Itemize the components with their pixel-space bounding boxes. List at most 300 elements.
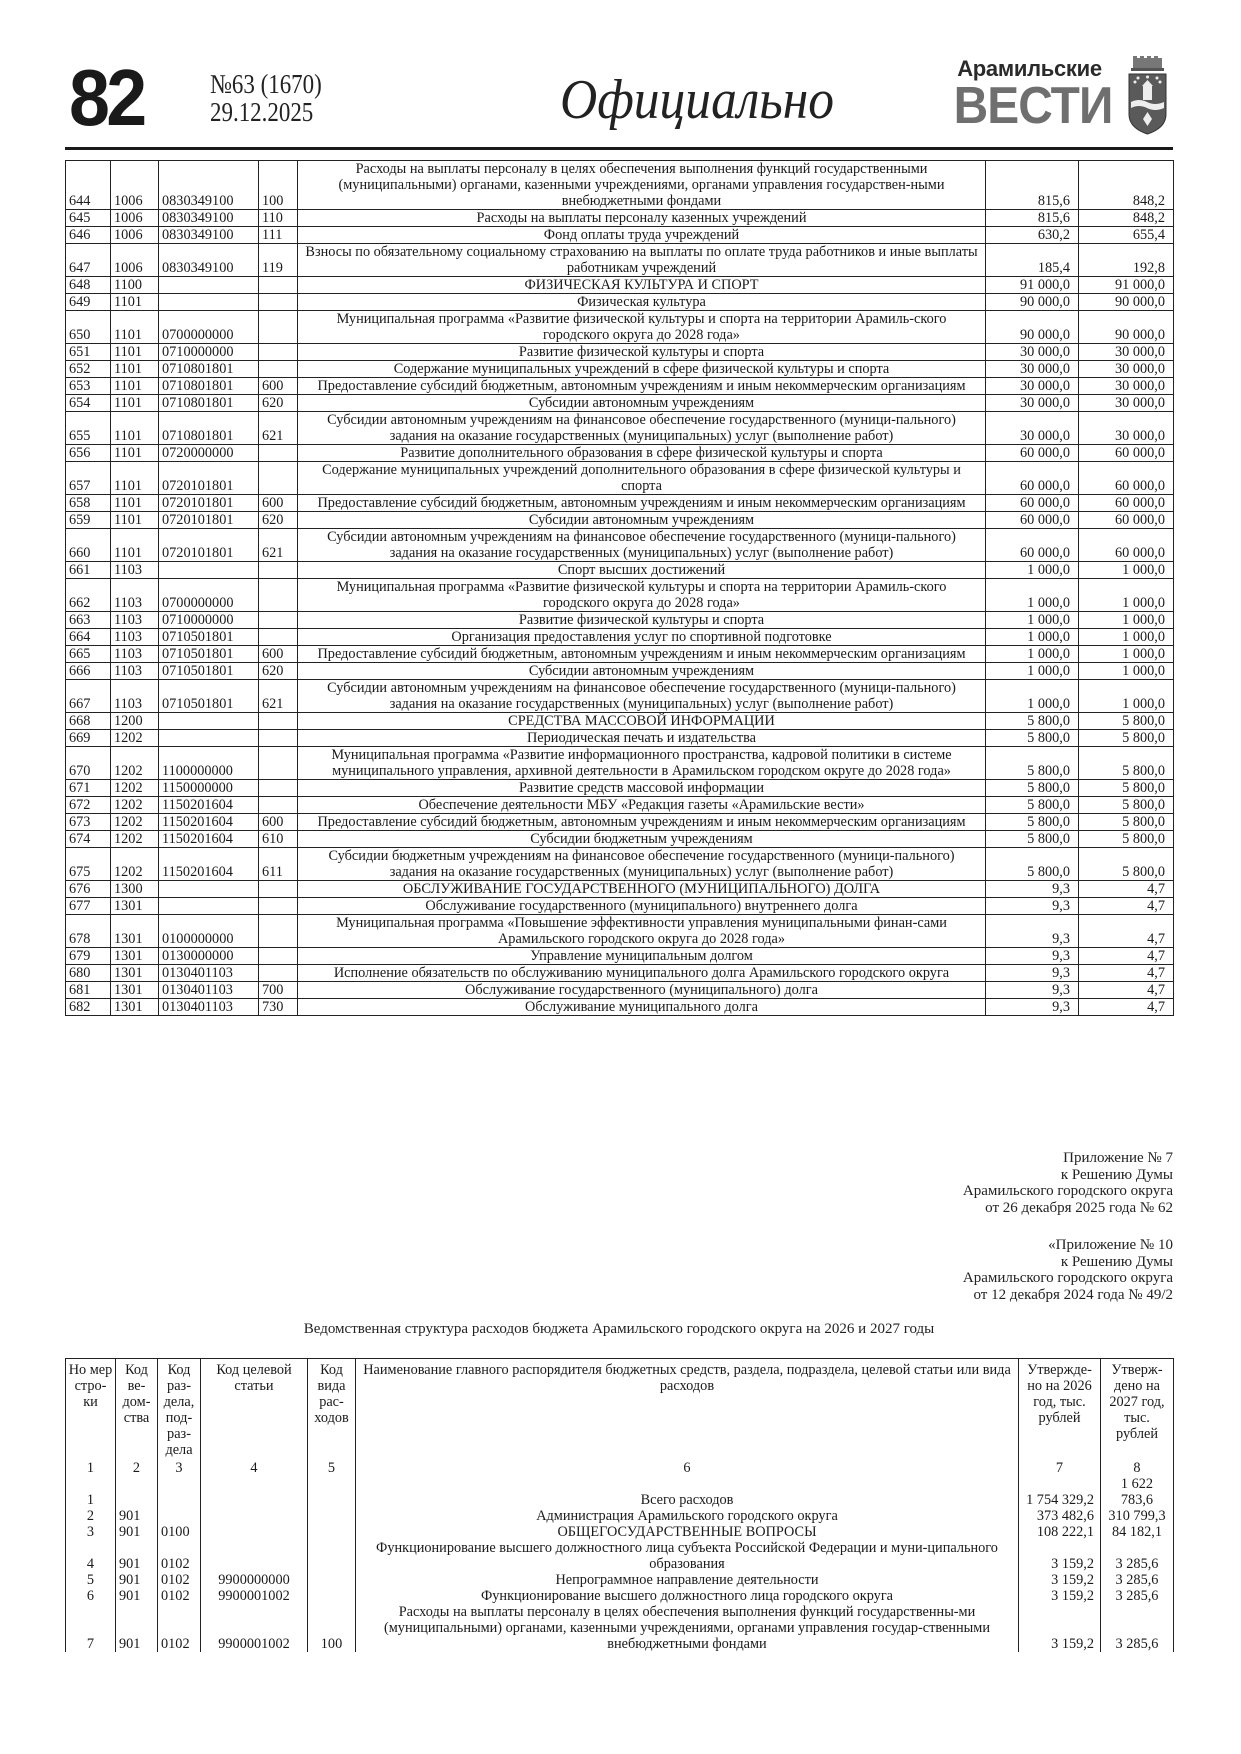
amount-2026: 30 000,0 [986, 361, 1079, 378]
item-name: Периодическая печать и издательства [298, 730, 986, 747]
table-row [66, 797, 1174, 814]
row-number: 1 [66, 1476, 116, 1508]
row-number: 650 [66, 311, 111, 344]
section-code: 1103 [111, 663, 159, 680]
table-row [66, 579, 1174, 612]
section-code: 0100 [158, 1524, 201, 1540]
expense-type-code: 610 [259, 831, 298, 848]
amount-2026: 108 222,1 [1019, 1524, 1101, 1540]
target-code: 0130000000 [159, 948, 259, 965]
target-code: 9900001002 [201, 1588, 308, 1604]
masthead-rule [65, 147, 1173, 150]
section-code: 1200 [111, 713, 159, 730]
amount-2026: 60 000,0 [986, 512, 1079, 529]
table-row [66, 730, 1174, 747]
amount-2027: 1 000,0 [1079, 579, 1174, 612]
table-row [66, 831, 1174, 848]
row-number: 655 [66, 412, 111, 445]
target-code [201, 1540, 308, 1572]
amount-2027: 60 000,0 [1079, 445, 1174, 462]
budget-table-body [66, 161, 1174, 1016]
section-code: 1101 [111, 512, 159, 529]
item-name: Расходы на выплаты персоналу в целях обеспечения выполнения функций государственными (муниципальными) органами, казенными учреждениями, органами управления государствен-ными внебюджетными фондами [298, 161, 986, 210]
amount-2027: 5 800,0 [1079, 814, 1174, 831]
amount-2027: 310 799,3 [1101, 1508, 1174, 1524]
section-code: 1101 [111, 412, 159, 445]
document-title: Ведомственная структура расходов бюджета Арамильского городского округа на 2026 и 2027 годы [303, 1321, 935, 1337]
table-row [66, 562, 1174, 579]
amount-2026: 1 000,0 [986, 680, 1079, 713]
amount-2027: 3 285,6 [1101, 1572, 1174, 1588]
amount-2027: 60 000,0 [1079, 495, 1174, 512]
row-number: 652 [66, 361, 111, 378]
table-row [66, 1604, 1174, 1652]
amount-2027: 30 000,0 [1079, 344, 1174, 361]
amount-2026: 1 000,0 [986, 612, 1079, 629]
amount-2027: 5 800,0 [1079, 831, 1174, 848]
item-name: Предоставление субсидий бюджетным, автономным учреждениям и иным некоммерческим организациям [298, 814, 986, 831]
row-number: 682 [66, 999, 111, 1016]
note-line: к Решению Думы [1060, 1166, 1173, 1183]
amount-2027: 4,7 [1079, 965, 1174, 982]
amount-2027: 4,7 [1079, 898, 1174, 915]
expense-type-code [259, 277, 298, 294]
amount-2026: 3 159,2 [1019, 1604, 1101, 1652]
item-name: Всего расходов [356, 1476, 1019, 1508]
row-number: 3 [66, 1524, 116, 1540]
target-code: 1150201604 [159, 814, 259, 831]
amount-2027: 60 000,0 [1079, 529, 1174, 562]
amount-2026: 90 000,0 [986, 311, 1079, 344]
row-number: 672 [66, 797, 111, 814]
amount-2026: 5 800,0 [986, 713, 1079, 730]
expense-type-code [308, 1588, 356, 1604]
item-name: Расходы на выплаты персоналу казенных учреждений [298, 210, 986, 227]
table-row [66, 713, 1174, 730]
row-number: 667 [66, 680, 111, 713]
expense-type-code [259, 915, 298, 948]
section-code: 1202 [111, 814, 159, 831]
expense-type-code: 621 [259, 412, 298, 445]
expense-type-code [259, 747, 298, 780]
target-code [201, 1476, 308, 1508]
table-row [66, 1524, 1174, 1540]
item-name: Функционирование высшего должностного лица городского округа [356, 1588, 1019, 1604]
target-code [201, 1508, 308, 1524]
row-number: 664 [66, 629, 111, 646]
col-number: 6 [356, 1460, 1019, 1476]
amount-2026: 9,3 [986, 881, 1079, 898]
table-row [66, 161, 1174, 210]
amount-2027: 1 000,0 [1079, 629, 1174, 646]
expense-type-code [259, 948, 298, 965]
expense-type-code [259, 881, 298, 898]
amount-2027: 5 800,0 [1079, 747, 1174, 780]
header-2027: Утверж-дено на 2027 год, тыс. рублей [1101, 1359, 1174, 1461]
dept-code: 901 [116, 1572, 158, 1588]
target-code [201, 1524, 308, 1540]
table-row [66, 1572, 1174, 1588]
amount-2027: 192,8 [1079, 244, 1174, 277]
amount-2027: 848,2 [1079, 161, 1174, 210]
row-number: 673 [66, 814, 111, 831]
item-name: Субсидии автономным учреждениям [298, 512, 986, 529]
header-name: Наименование главного распорядителя бюджетных средств, раздела, подраздела, целевой статьи или вида расходов [356, 1359, 1019, 1461]
section-code: 0102 [158, 1540, 201, 1572]
row-number: 669 [66, 730, 111, 747]
expense-type-code [308, 1524, 356, 1540]
item-name: Муниципальная программа «Развитие физической культуры и спорта на территории Арамиль-ского городского округа до 2028 года» [298, 579, 986, 612]
table-row [66, 999, 1174, 1016]
table-row [66, 1540, 1174, 1572]
row-number: 679 [66, 948, 111, 965]
target-code [159, 294, 259, 311]
row-number: 681 [66, 982, 111, 999]
amount-2026: 60 000,0 [986, 529, 1079, 562]
item-name: Исполнение обязательств по обслуживанию муниципального долга Арамильского городского округа [298, 965, 986, 982]
section-code: 1103 [111, 646, 159, 663]
table-row [66, 646, 1174, 663]
item-name: СРЕДСТВА МАССОВОЙ ИНФОРМАЦИИ [298, 713, 986, 730]
section-code: 0102 [158, 1588, 201, 1604]
target-code [159, 562, 259, 579]
amount-2027: 1 000,0 [1079, 680, 1174, 713]
row-number: 6 [66, 1588, 116, 1604]
item-name: Субсидии автономным учреждениям [298, 663, 986, 680]
expense-type-code: 600 [259, 378, 298, 395]
amount-2026: 60 000,0 [986, 495, 1079, 512]
row-number: 644 [66, 161, 111, 210]
dept-code: 901 [116, 1540, 158, 1572]
item-name: Физическая культура [298, 294, 986, 311]
table-row [66, 965, 1174, 982]
amount-2027: 60 000,0 [1079, 462, 1174, 495]
table-row [66, 1476, 1174, 1508]
amount-2027: 3 285,6 [1101, 1588, 1174, 1604]
item-name: Развитие физической культуры и спорта [298, 612, 986, 629]
item-name: Субсидии бюджетным учреждениям на финансовое обеспечение государственного (муници-пального) задания на оказание государственных (муниципальных) услуг (выполнение работ) [298, 848, 986, 881]
amount-2027: 4,7 [1079, 999, 1174, 1016]
expense-type-code [259, 311, 298, 344]
target-code: 0700000000 [159, 579, 259, 612]
expense-type-code: 111 [259, 227, 298, 244]
target-code: 9900000000 [201, 1572, 308, 1588]
header-expense-type: Код вида рас-ходов [308, 1359, 356, 1461]
amount-2026: 5 800,0 [986, 747, 1079, 780]
expense-type-code: 600 [259, 495, 298, 512]
section-code: 1301 [111, 948, 159, 965]
amount-2026: 815,6 [986, 210, 1079, 227]
table-row [66, 361, 1174, 378]
expense-type-code [259, 898, 298, 915]
departmental-table-body [66, 1476, 1174, 1652]
table-row [66, 680, 1174, 713]
amount-2027: 60 000,0 [1079, 512, 1174, 529]
amount-2026: 30 000,0 [986, 395, 1079, 412]
row-number: 676 [66, 881, 111, 898]
row-number: 651 [66, 344, 111, 361]
expense-type-code [259, 294, 298, 311]
dept-code: 901 [116, 1604, 158, 1652]
amount-2026: 185,4 [986, 244, 1079, 277]
amount-2027: 4,7 [1079, 982, 1174, 999]
row-number: 653 [66, 378, 111, 395]
target-code: 0710801801 [159, 412, 259, 445]
table-row [66, 395, 1174, 412]
row-number: 654 [66, 395, 111, 412]
item-name: Субсидии автономным учреждениям на финансовое обеспечение государственного (муници-пального) задания на оказание государственных (муниципальных) услуг (выполнение работ) [298, 529, 986, 562]
row-number: 648 [66, 277, 111, 294]
amount-2026: 30 000,0 [986, 378, 1079, 395]
table-row [66, 512, 1174, 529]
dept-code: 901 [116, 1508, 158, 1524]
expense-type-code: 100 [259, 161, 298, 210]
amount-2026: 5 800,0 [986, 797, 1079, 814]
amount-2027: 655,4 [1079, 227, 1174, 244]
amount-2026: 60 000,0 [986, 462, 1079, 495]
item-name: ОБЩЕГОСУДАРСТВЕННЫЕ ВОПРОСЫ [356, 1524, 1019, 1540]
table-row [66, 344, 1174, 361]
section-code: 0102 [158, 1572, 201, 1588]
target-code [159, 898, 259, 915]
table-row [66, 898, 1174, 915]
section-code: 1101 [111, 445, 159, 462]
section-code: 1300 [111, 881, 159, 898]
appendix-note-10 [963, 1237, 1173, 1303]
expense-type-code [308, 1572, 356, 1588]
expense-type-code: 611 [259, 848, 298, 881]
table-row [66, 495, 1174, 512]
item-name: Непрограммное направление деятельности [356, 1572, 1019, 1588]
table-row [66, 445, 1174, 462]
target-code: 0830349100 [159, 210, 259, 227]
expense-type-code [259, 562, 298, 579]
table-row [66, 529, 1174, 562]
item-name: Предоставление субсидий бюджетным, автономным учреждениям и иным некоммерческим организациям [298, 646, 986, 663]
amount-2027: 1 000,0 [1079, 612, 1174, 629]
expense-type-code [259, 713, 298, 730]
target-code: 1150000000 [159, 780, 259, 797]
expense-type-code [308, 1508, 356, 1524]
item-name: Содержание муниципальных учреждений в сфере физической культуры и спорта [298, 361, 986, 378]
note-line: Арамильского городского округа [962, 1270, 1173, 1286]
amount-2027: 4,7 [1079, 948, 1174, 965]
amount-2026: 60 000,0 [986, 445, 1079, 462]
table-row [66, 1508, 1174, 1524]
section-code: 1103 [111, 562, 159, 579]
target-code: 0720101801 [159, 529, 259, 562]
table-row [66, 814, 1174, 831]
section-code: 1101 [111, 495, 159, 512]
row-number: 663 [66, 612, 111, 629]
target-code: 1150201604 [159, 831, 259, 848]
amount-2027: 4,7 [1079, 915, 1174, 948]
amount-2026: 9,3 [986, 898, 1079, 915]
item-name: Субсидии бюджетным учреждениям [298, 831, 986, 848]
expense-type-code: 110 [259, 210, 298, 227]
table-row [66, 227, 1174, 244]
section-code: 1100 [111, 277, 159, 294]
target-code: 0130401103 [159, 999, 259, 1016]
target-code: 0710501801 [159, 646, 259, 663]
amount-2026: 1 000,0 [986, 629, 1079, 646]
target-code: 0130401103 [159, 982, 259, 999]
table-row [66, 780, 1174, 797]
section-title: Официально [560, 69, 835, 131]
table-row [66, 629, 1174, 646]
amount-2027: 4,7 [1079, 881, 1174, 898]
section-code: 1101 [111, 344, 159, 361]
target-code: 0830349100 [159, 161, 259, 210]
row-number: 7 [66, 1604, 116, 1652]
expense-type-code [259, 797, 298, 814]
item-name: Предоставление субсидий бюджетным, автономным учреждениям и иным некоммерческим организациям [298, 378, 986, 395]
expense-type-code [259, 361, 298, 378]
amount-2027: 1 622 783,6 [1101, 1476, 1174, 1508]
amount-2027: 5 800,0 [1079, 713, 1174, 730]
section-code: 1101 [111, 462, 159, 495]
row-number: 645 [66, 210, 111, 227]
dept-code: 901 [116, 1524, 158, 1540]
amount-2026: 3 159,2 [1019, 1588, 1101, 1604]
row-number: 675 [66, 848, 111, 881]
row-number: 660 [66, 529, 111, 562]
item-name: Обеспечение деятельности МБУ «Редакция газеты «Арамильские вести» [298, 797, 986, 814]
section-code: 1101 [111, 378, 159, 395]
amount-2026: 815,6 [986, 161, 1079, 210]
amount-2026: 3 159,2 [1019, 1572, 1101, 1588]
amount-2026: 9,3 [986, 999, 1079, 1016]
item-name: Муниципальная программа «Развитие информационного пространства, кадровой политики в системе муниципального управления, архивной деятельности в Арамильском городском округе до 2028 года» [298, 747, 986, 780]
expense-type-code: 700 [259, 982, 298, 999]
dept-code: 901 [116, 1588, 158, 1604]
amount-2026: 9,3 [986, 915, 1079, 948]
col-number: 1 [66, 1460, 116, 1476]
note-line: от 26 декабря 2025 года № 62 [985, 1199, 1173, 1216]
amount-2026: 1 000,0 [986, 646, 1079, 663]
amount-2027: 30 000,0 [1079, 361, 1174, 378]
expense-type-code [259, 965, 298, 982]
expense-type-code [259, 462, 298, 495]
row-number: 649 [66, 294, 111, 311]
item-name: Обслуживание муниципального долга [298, 999, 986, 1016]
expense-type-code [259, 445, 298, 462]
row-number: 646 [66, 227, 111, 244]
item-name: Муниципальная программа «Повышение эффективности управления муниципальными финан-сами Арамильского городского округа до 2028 года» [298, 915, 986, 948]
row-number: 677 [66, 898, 111, 915]
row-number: 2 [66, 1508, 116, 1524]
amount-2026: 1 000,0 [986, 579, 1079, 612]
item-name: Развитие дополнительного образования в сфере физической культуры и спорта [298, 445, 986, 462]
expense-type-code [259, 344, 298, 361]
target-code: 9900001002 [201, 1604, 308, 1652]
expense-type-code: 730 [259, 999, 298, 1016]
target-code: 1150201604 [159, 797, 259, 814]
table-row [66, 277, 1174, 294]
row-number: 666 [66, 663, 111, 680]
amount-2027: 91 000,0 [1079, 277, 1174, 294]
target-code: 0720101801 [159, 462, 259, 495]
amount-2026: 5 800,0 [986, 780, 1079, 797]
target-code: 1100000000 [159, 747, 259, 780]
amount-2027: 30 000,0 [1079, 412, 1174, 445]
amount-2026: 9,3 [986, 948, 1079, 965]
section-code: 1202 [111, 831, 159, 848]
item-name: Взносы по обязательному социальному страхованию на выплаты по оплате труда работников и иные выплаты работникам учреждений [298, 244, 986, 277]
amount-2027: 3 285,6 [1101, 1540, 1174, 1572]
amount-2027: 5 800,0 [1079, 848, 1174, 881]
target-code: 0710801801 [159, 378, 259, 395]
col-number: 7 [1019, 1460, 1101, 1476]
amount-2027: 90 000,0 [1079, 311, 1174, 344]
amount-2026: 30 000,0 [986, 412, 1079, 445]
amount-2027: 5 800,0 [1079, 797, 1174, 814]
target-code [159, 713, 259, 730]
expense-type-code [308, 1540, 356, 1572]
target-code: 0710000000 [159, 344, 259, 361]
item-name: Обслуживание государственного (муниципального) внутреннего долга [298, 898, 986, 915]
header-row-number: Но мер стро-ки [66, 1359, 116, 1461]
section-code: 1101 [111, 311, 159, 344]
item-name: Субсидии автономным учреждениям на финансовое обеспечение государственного (муници-пального) задания на оказание государственных (муниципальных) услуг (выполнение работ) [298, 412, 986, 445]
table-row [66, 747, 1174, 780]
item-name: Муниципальная программа «Развитие физической культуры и спорта на территории Арамиль-ского городского округа до 2028 года» [298, 311, 986, 344]
amount-2026: 5 800,0 [986, 730, 1079, 747]
expense-type-code: 620 [259, 663, 298, 680]
table-row [66, 378, 1174, 395]
section-code: 1202 [111, 780, 159, 797]
section-code: 1101 [111, 529, 159, 562]
expense-type-code [308, 1476, 356, 1508]
note-line: Приложение № 7 [1063, 1150, 1173, 1166]
expense-type-code: 600 [259, 814, 298, 831]
table-row [66, 244, 1174, 277]
amount-2026: 630,2 [986, 227, 1079, 244]
expense-type-code [259, 579, 298, 612]
header-target-code: Код целевой статьи [201, 1359, 308, 1461]
amount-2027: 3 285,6 [1101, 1604, 1174, 1652]
amount-2026: 9,3 [986, 965, 1079, 982]
amount-2027: 1 000,0 [1079, 663, 1174, 680]
target-code: 0830349100 [159, 244, 259, 277]
col-number: 8 [1101, 1460, 1174, 1476]
issue-info [210, 70, 322, 126]
col-number: 4 [201, 1460, 308, 1476]
item-name: Организация предоставления услуг по спортивной подготовке [298, 629, 986, 646]
item-name: Развитие средств массовой информации [298, 780, 986, 797]
table-header-row [66, 1359, 1174, 1461]
section-code: 1301 [111, 982, 159, 999]
amount-2026: 5 800,0 [986, 814, 1079, 831]
target-code: 0100000000 [159, 915, 259, 948]
row-number: 656 [66, 445, 111, 462]
expense-type-code: 119 [259, 244, 298, 277]
table-row [66, 311, 1174, 344]
section-code: 1202 [111, 730, 159, 747]
row-number: 668 [66, 713, 111, 730]
amount-2026: 373 482,6 [1019, 1508, 1101, 1524]
header-dept-code: Код ве-дом-ства [116, 1359, 158, 1461]
section-code: 1101 [111, 395, 159, 412]
section-code: 1202 [111, 747, 159, 780]
expense-type-code: 621 [259, 529, 298, 562]
item-name: Развитие физической культуры и спорта [298, 344, 986, 361]
amount-2027: 5 800,0 [1079, 780, 1174, 797]
amount-2026: 5 800,0 [986, 848, 1079, 881]
table-row [66, 848, 1174, 881]
table-row [66, 663, 1174, 680]
row-number: 662 [66, 579, 111, 612]
